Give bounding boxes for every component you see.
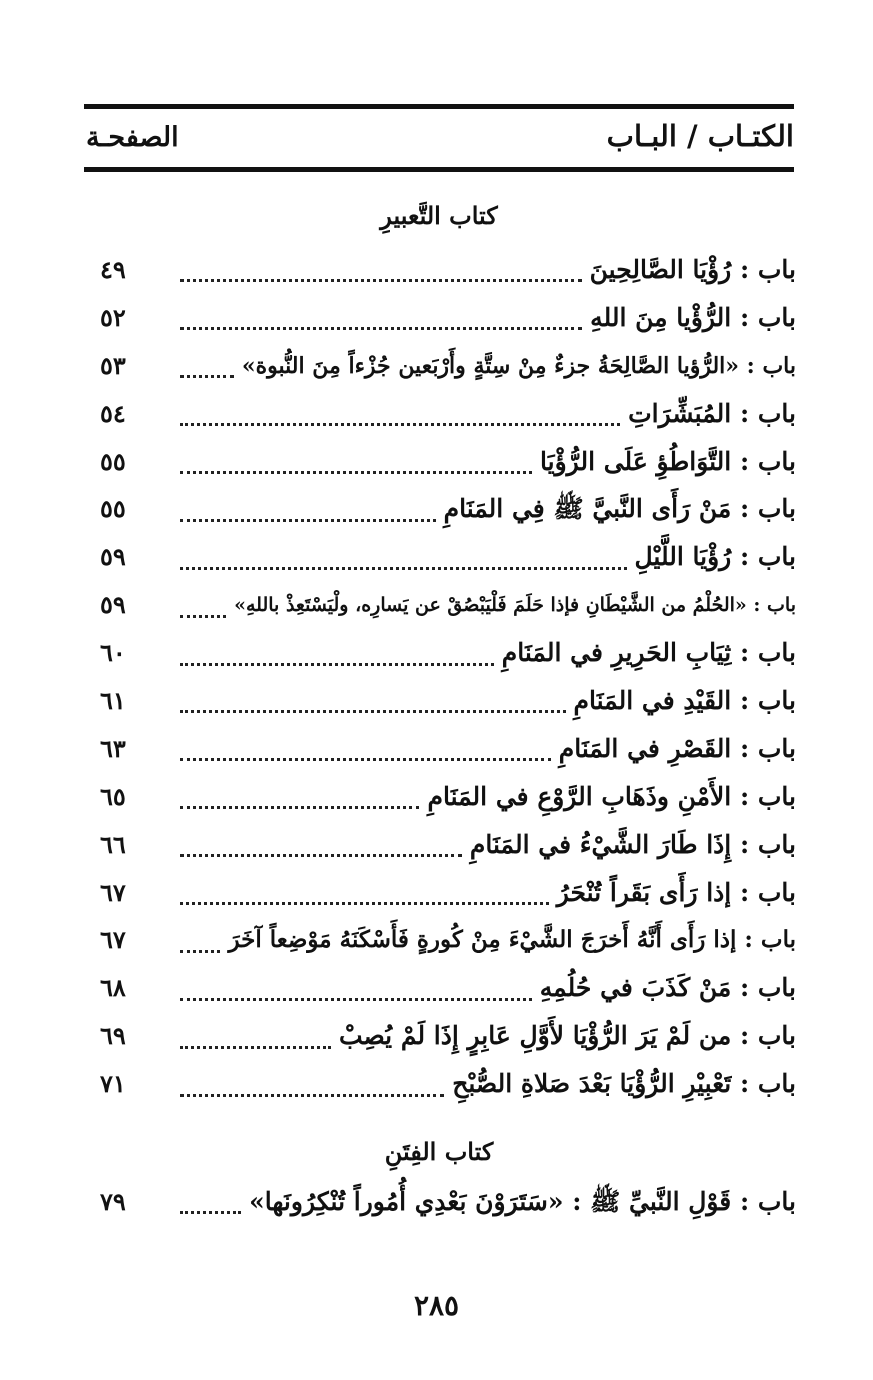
- toc-entry[interactable]: [100, 533, 796, 581]
- dot-leader: [180, 1211, 241, 1214]
- entry-title: باب : إذا رَأَى أَنَّهُ أَخرَجَ الشَّيْءَ مِنْ كُورةٍ فَأَسْكَنَهُ مَوْضِعاً آخَرَ: [228, 926, 796, 954]
- toc-entry[interactable]: [100, 1012, 796, 1060]
- toc-list-interpretation: [100, 246, 796, 1108]
- entry-page-number: ٦٧: [100, 925, 126, 955]
- entry-title: باب : «الرُّؤيا الصَّالِحَةُ جزءٌ مِنْ سِتَّةٍ وأَرْبَعين جُزْءاً مِنَ النُّبوة»: [241, 352, 796, 379]
- table-header: [84, 104, 794, 172]
- entry-title: باب : إذا رَأَى بَقَراً تُنْحَرُ: [556, 877, 796, 907]
- dot-leader: [180, 710, 566, 713]
- dot-leader: [180, 567, 627, 570]
- toc-entry[interactable]: [100, 916, 796, 964]
- toc-entry[interactable]: [100, 390, 796, 438]
- entry-title: باب : «الحُلْمُ من الشَّيْطَانِ فإذا حَلَمَ فَلْيَبْصُقْ عن يَسارِه، ولْيَسْتَعِذْ باللهِ»: [234, 594, 796, 617]
- toc-entry[interactable]: [100, 629, 796, 677]
- page-number: ٢٨٥: [413, 1289, 460, 1322]
- dot-leader: [180, 279, 582, 282]
- entry-page-number: ٥٥: [100, 494, 126, 524]
- toc-entry[interactable]: [100, 1178, 796, 1226]
- entry-page-number: ٦٨: [100, 973, 126, 1003]
- toc-entry[interactable]: [100, 342, 796, 390]
- entry-title: باب : قَوْلِ النَّبيِّ ﷺ : «سَتَرَوْنَ بَعْدِي أُمُوراً تُنْكِرُونَها»: [249, 1186, 796, 1216]
- toc-entry[interactable]: [100, 725, 796, 773]
- entry-title: باب : الأَمْنِ وذَهَابِ الرَّوْعِ في المَنَامِ: [427, 781, 796, 811]
- entry-page-number: ٥٥: [100, 446, 126, 476]
- entry-page-number: ٧٩: [100, 1186, 126, 1216]
- dot-leader: [180, 327, 582, 330]
- dot-leader: [180, 615, 226, 618]
- toc-entry[interactable]: [100, 773, 796, 821]
- entry-title: باب : رُؤْيَا اللَّيْلِ: [634, 542, 796, 572]
- section-title-interpretation: كتاب التَّعبيرِ: [380, 201, 498, 230]
- toc-entry[interactable]: [100, 438, 796, 486]
- toc-list-trials: [100, 1178, 796, 1226]
- header-page-label: الصفحـة: [86, 122, 179, 153]
- entry-title: باب : تَعْبِيْرِ الرُّؤْيَا بَعْدَ صَلاةِ الصُّبْحِ: [452, 1069, 796, 1099]
- entry-page-number: ٦٥: [100, 781, 126, 811]
- entry-page-number: ٦٦: [100, 829, 126, 859]
- header-top-rule: [84, 104, 794, 109]
- dot-leader: [180, 519, 436, 522]
- dot-leader: [180, 950, 220, 953]
- entry-title: باب : ثِيَابِ الحَرِيرِ في المَنَامِ: [501, 638, 796, 668]
- dot-leader: [180, 806, 419, 809]
- entry-page-number: ٦٣: [100, 733, 126, 763]
- dot-leader: [180, 663, 494, 666]
- dot-leader: [180, 471, 532, 474]
- header-book-chapter-label: الكتـاب / البـاب: [606, 119, 794, 153]
- toc-entry[interactable]: [100, 1060, 796, 1108]
- toc-entry[interactable]: [100, 821, 796, 869]
- toc-entry[interactable]: [100, 677, 796, 725]
- entry-page-number: ٦١: [100, 685, 126, 715]
- toc-entry[interactable]: [100, 485, 796, 533]
- dot-leader: [180, 423, 620, 426]
- entry-page-number: ٥٢: [100, 302, 126, 332]
- entry-page-number: ٦٩: [100, 1021, 126, 1051]
- dot-leader: [180, 1094, 444, 1097]
- dot-leader: [180, 902, 549, 905]
- entry-title: باب : من لَمْ يَرَ الرُّؤْيَا لأَوَّلِ عَابِرٍ إِذَا لَمْ يُصِبْ: [338, 1021, 796, 1051]
- header-bottom-rule: [84, 167, 794, 172]
- toc-entry[interactable]: [100, 964, 796, 1012]
- entry-page-number: ٦٠: [100, 638, 126, 668]
- entry-page-number: ٥٩: [100, 590, 126, 620]
- entry-title: باب : مَنْ كَذَبَ في حُلُمِهِ: [539, 973, 796, 1003]
- entry-title: باب : المُبَشِّرَاتِ: [628, 398, 796, 428]
- entry-title: باب : الرُّؤْيا مِنَ اللهِ: [590, 302, 796, 332]
- entry-title: باب : رُؤْيَا الصَّالِحِينَ: [589, 254, 796, 284]
- entry-page-number: ٥٤: [100, 398, 126, 428]
- dot-leader: [180, 375, 234, 378]
- section-title-trials: كتاب الفِتَنِ: [384, 1137, 494, 1166]
- entry-page-number: ٥٣: [100, 350, 126, 380]
- toc-entry[interactable]: [100, 246, 796, 294]
- toc-entry[interactable]: [100, 581, 796, 629]
- toc-entry[interactable]: [100, 294, 796, 342]
- entry-page-number: ٤٩: [100, 254, 126, 284]
- entry-title: باب : القَصْرِ في المَنَامِ: [558, 733, 796, 763]
- dot-leader: [180, 998, 532, 1001]
- dot-leader: [180, 1046, 331, 1049]
- toc-entry[interactable]: [100, 869, 796, 917]
- dot-leader: [180, 758, 551, 761]
- dot-leader: [180, 854, 462, 857]
- entry-title: باب : مَنْ رَأَى النَّبيَّ ﷺ فِي المَنَامِ: [443, 494, 796, 524]
- entry-page-number: ٥٩: [100, 542, 126, 572]
- entry-page-number: ٦٧: [100, 877, 126, 907]
- entry-title: باب : إِذَا طَارَ الشَّيْءُ في المَنَامِ: [469, 829, 796, 859]
- entry-page-number: ٧١: [100, 1069, 126, 1099]
- entry-title: باب : التَّوَاطُؤِ عَلَى الرُّؤْيَا: [540, 446, 796, 476]
- entry-title: باب : القَيْدِ في المَنَامِ: [573, 685, 796, 715]
